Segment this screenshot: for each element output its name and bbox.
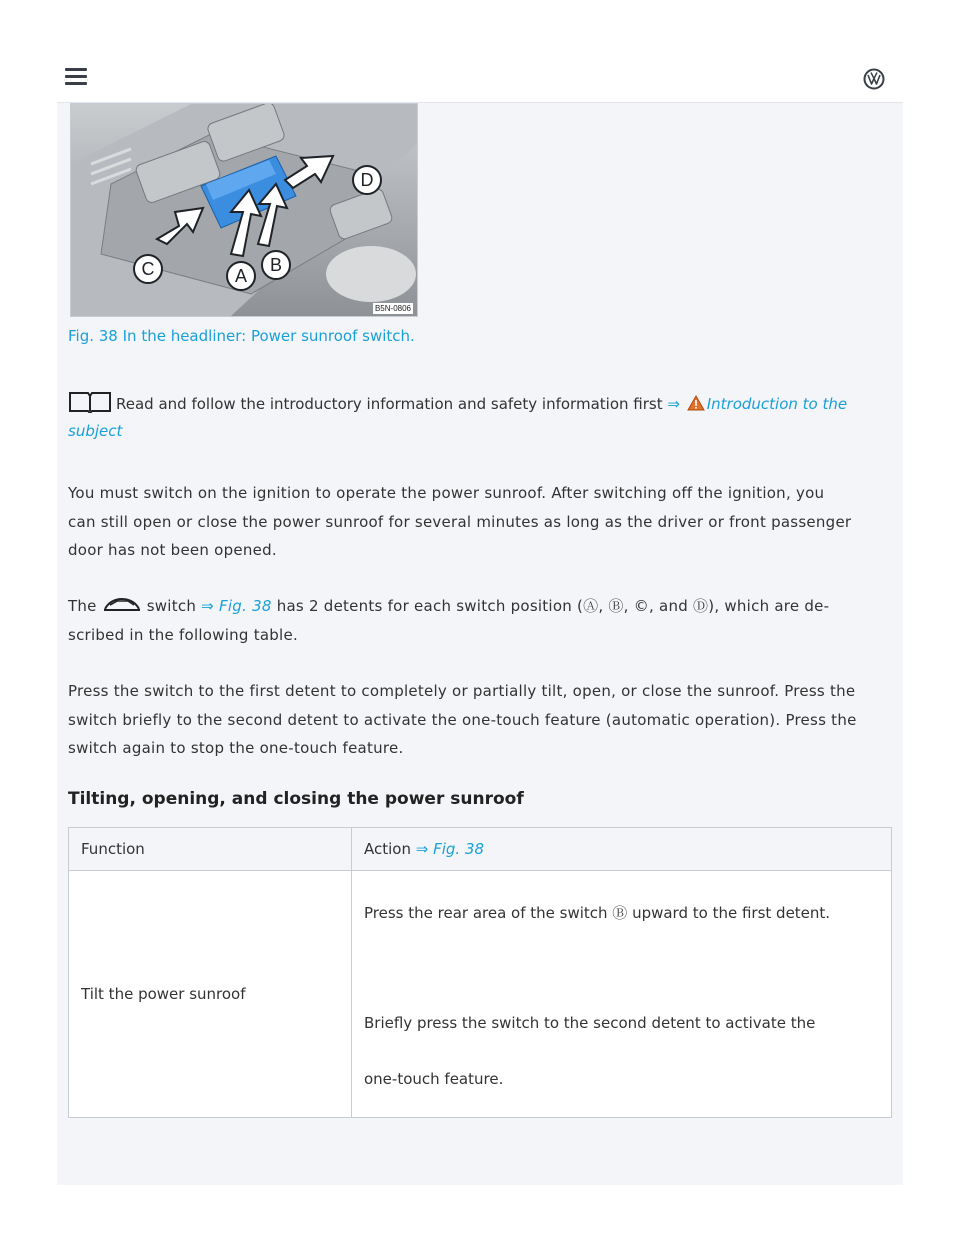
- sunroof-switch-figure: [70, 103, 418, 317]
- vw-logo-icon[interactable]: [863, 68, 885, 90]
- intro-note: [68, 391, 888, 445]
- cell-function: Tilt the power sunroof: [69, 871, 352, 1118]
- book-icon: [68, 391, 112, 413]
- label-d: D: [360, 170, 374, 190]
- top-bar: [57, 0, 903, 103]
- figure-caption: Fig. 38 In the headliner: Power sunroof switch.: [68, 327, 415, 345]
- header-fig-link[interactable]: ⇒ Fig. 38: [415, 840, 485, 858]
- intro-link[interactable]: Introduction to the subject: [68, 395, 848, 440]
- intro-arrow[interactable]: ⇒: [667, 395, 680, 413]
- action-step: Press the rear area of the switch Ⓑ upward to the first detent.: [364, 904, 831, 922]
- paragraph-switch: [68, 592, 894, 649]
- function-table: [68, 827, 892, 1118]
- label-a: A: [234, 266, 248, 286]
- hamburger-menu-icon[interactable]: [65, 68, 87, 88]
- paragraph-line: switch again to stop the one-touch feature.: [68, 739, 404, 757]
- paragraph-line: can still open or close the power sunroof for several minutes as long as the driver or front passenger: [68, 512, 852, 531]
- sunroof-car-icon: [102, 595, 142, 613]
- paragraph-line: door has not been opened.: [68, 541, 277, 559]
- action-step: one-touch feature.: [364, 1070, 504, 1088]
- intro-text: Read and follow the introductory information and safety information first: [116, 395, 663, 413]
- paragraph-text: has 2 detents for each switch position (Ⓐ, Ⓑ, ©, and Ⓓ), which are de-: [276, 597, 830, 615]
- table-row: [69, 871, 892, 1118]
- section-heading: Tilting, opening, and closing the power sunroof: [68, 789, 524, 809]
- header-action: [352, 828, 892, 871]
- header-function: Function: [69, 828, 352, 871]
- cell-action: [352, 871, 892, 1118]
- paragraph-ignition: [68, 479, 894, 565]
- paragraph-text: switch: [146, 597, 197, 615]
- paragraph-line: switch briefly to the second detent to activate the one-touch feature (automatic operation). Press the: [68, 710, 857, 729]
- paragraph-text: The: [68, 597, 97, 615]
- figure-code: B5N-0806: [374, 304, 411, 313]
- headliner-illustration: [71, 104, 417, 316]
- action-step: Briefly press the switch to the second detent to activate the: [364, 1014, 816, 1032]
- label-c: C: [141, 259, 155, 279]
- paragraph-line: Press the switch to the first detent to completely or partially tilt, open, or close the sunroof. Press the: [68, 682, 856, 700]
- label-b: B: [269, 255, 283, 275]
- warning-icon: [687, 395, 705, 411]
- header-action-label: Action: [364, 840, 411, 858]
- paragraph-detent: [68, 677, 894, 763]
- paragraph-line: You must switch on the ignition to operate the power sunroof. After switching off the ignition, you: [68, 484, 825, 502]
- fig-link[interactable]: ⇒ Fig. 38: [201, 597, 272, 615]
- paragraph-line: scribed in the following table.: [68, 625, 298, 644]
- main-content: [57, 103, 903, 1185]
